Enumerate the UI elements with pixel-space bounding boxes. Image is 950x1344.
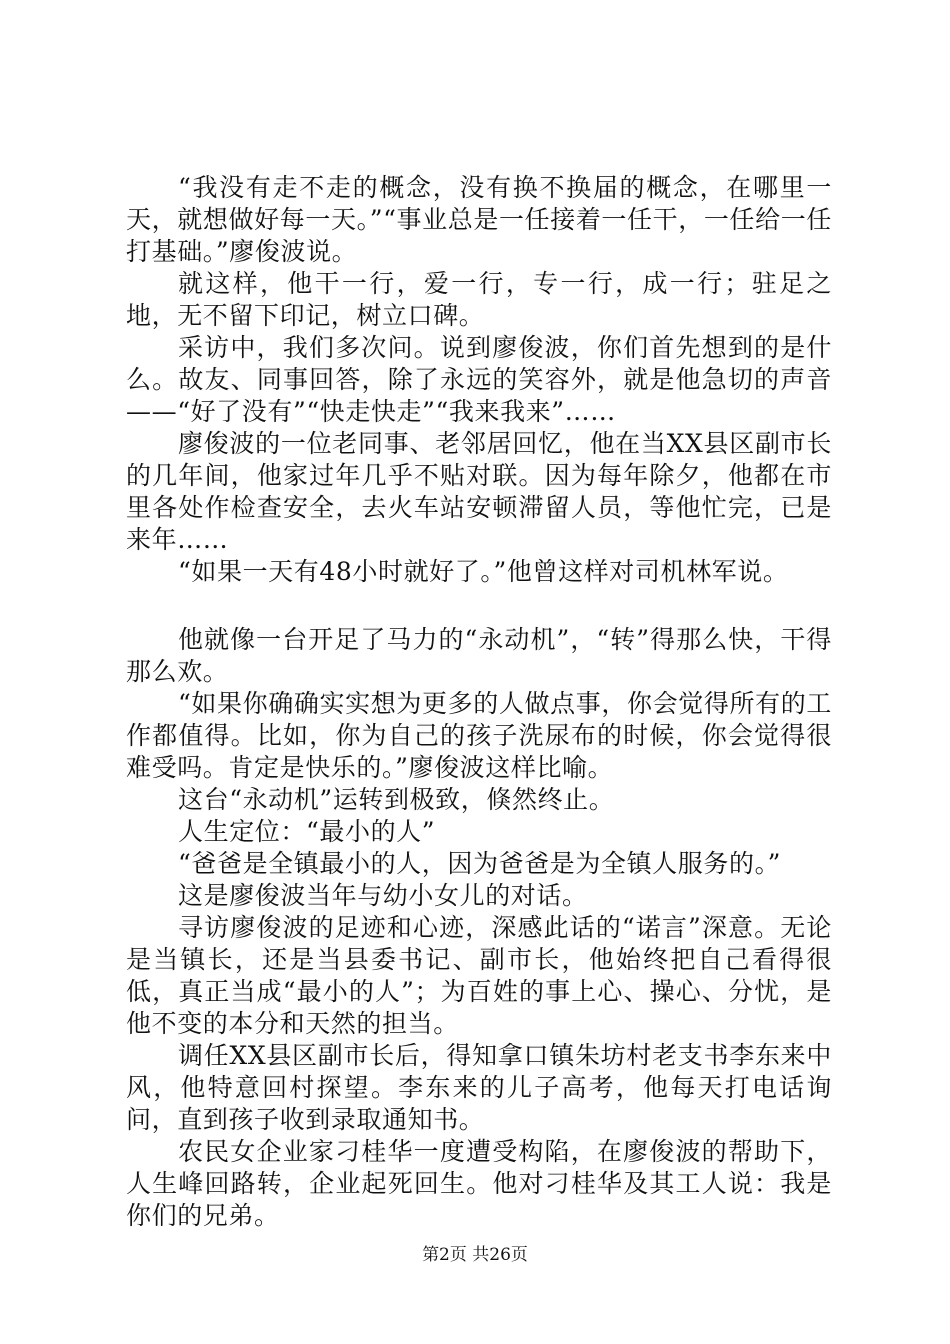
paragraph: 就这样，他干一行，爱一行，专一行，成一行；驻足之地，无不留下印记，树立口碑。 (126, 269, 832, 330)
page-footer (0, 1244, 950, 1266)
paragraph: 农民女企业家刁桂华一度遭受构陷，在廖俊波的帮助下，人生峰回路转，企业起死回生。他对刁桂华及其工人说：我是你们的兄弟。 (126, 1137, 832, 1230)
paragraph: “如果一天有48小时就好了。”他曾这样对司机林军说。 (178, 557, 789, 586)
paragraph: 调任XX县区副市长后，得知拿口镇朱坊村老支书李东来中风，他特意回村探望。李东来的儿子高考，他每天打电话询问，直到孩子收到录取通知书。 (126, 1041, 832, 1134)
page-number: 第2页 共26页 (422, 1245, 528, 1265)
paragraph: 这是廖俊波当年与幼小女儿的对话。 (178, 881, 588, 910)
paragraph: 他就像一台开足了马力的“永动机”，“转”得那么快，干得那么欢。 (126, 625, 832, 686)
paragraph: “如果你确确实实想为更多的人做点事，你会觉得所有的工作都值得。比如，你为自己的孩子洗尿布的时候，你会觉得很难受吗。肯定是快乐的。”廖俊波这样比喻。 (126, 689, 832, 782)
paragraph: 这台“永动机”运转到极致，倏然终止。 (178, 785, 615, 814)
paragraph: 廖俊波的一位老同事、老邻居回忆，他在当XX县区副市长的几年间，他家过年几乎不贴对联。因为每年除夕，他都在市里各处作检查安全，去火车站安顿滞留人员，等他忙完，已是来年…… (126, 429, 832, 554)
paragraph: 采访中，我们多次问。说到廖俊波，你们首先想到的是什么。故友、同事回答，除了永远的笑容外，就是他急切的声音——“好了没有”“快走快走”“我来我来”…… (126, 333, 832, 426)
article-body (126, 172, 832, 1232)
paragraph: “爸爸是全镇最小的人，因为爸爸是为全镇人服务的。” (178, 849, 782, 878)
section-heading: 人生定位：“最小的人” (178, 817, 436, 846)
paragraph: “我没有走不走的概念，没有换不换届的概念，在哪里一天，就想做好每一天。”“事业总是一任接着一任干，一任给一任打基础。”廖俊波说。 (126, 173, 832, 266)
paragraph: 寻访廖俊波的足迹和心迹，深感此话的“诺言”深意。无论是当镇长，还是当县委书记、副市长，他始终把自己看得很低，真正当成“最小的人”；为百姓的事上心、操心、分忧，是他不变的本分和天然的担当。 (126, 913, 832, 1038)
